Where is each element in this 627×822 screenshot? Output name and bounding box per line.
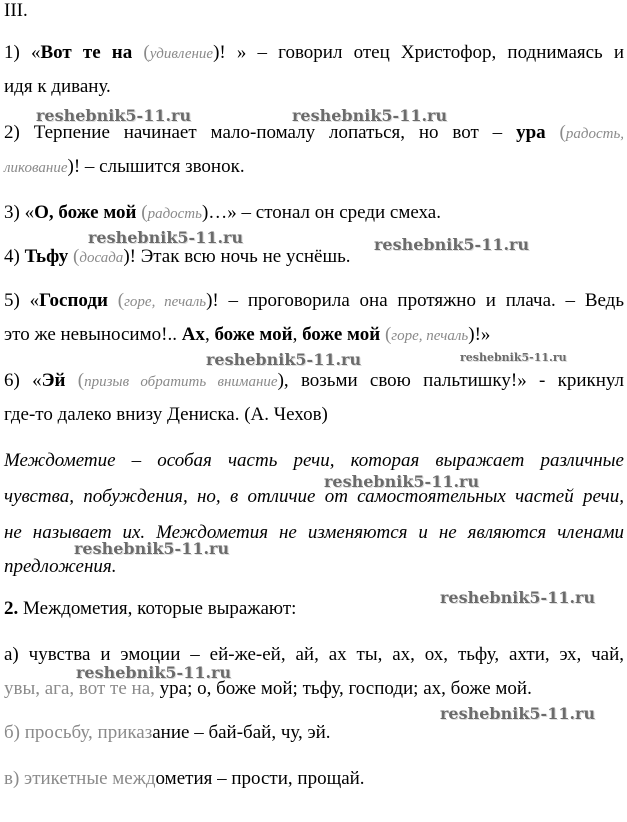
definition-line-4: предложения. bbox=[4, 556, 117, 577]
example-6-line-1 bbox=[4, 370, 624, 393]
example-1-line-1 bbox=[4, 42, 624, 65]
watermark: reshebnik5-11.ru bbox=[36, 106, 192, 125]
example-3-interjection-1: О bbox=[34, 202, 49, 223]
group-c-faded: в) этикетные межд bbox=[4, 768, 156, 789]
example-6-line-2: где-то далеко внизу Дениска. (А. Чехов) bbox=[4, 404, 328, 425]
example-2-emotion: радость, bbox=[565, 126, 625, 142]
paren-open: ( bbox=[380, 324, 392, 345]
definition-line-1: Междометие – особая часть речи, которая выражает различные bbox=[4, 450, 624, 471]
example-1-number: 1) « bbox=[4, 42, 41, 63]
example-5-rest: )! – проговорила она протяжно и плача. – Ведь bbox=[206, 290, 625, 311]
watermark: reshebnik5-11.ru bbox=[206, 350, 362, 369]
watermark: reshebnik5-11.ru bbox=[460, 351, 567, 364]
example-2-rest: )! – слышится звонок. bbox=[67, 156, 245, 177]
group-a-rest: ура; о, боже мой; тьфу, господи; ах, боже мой. bbox=[159, 678, 532, 699]
section-2-text: Междометия, которые выражают: bbox=[18, 598, 297, 619]
example-4-emotion: досада bbox=[79, 250, 124, 266]
example-4 bbox=[4, 246, 351, 269]
watermark: reshebnik5-11.ru bbox=[440, 588, 596, 607]
watermark: reshebnik5-11.ru bbox=[88, 228, 244, 247]
example-1-line-2: идя к дивану. bbox=[4, 76, 111, 97]
example-1-emotion: удивление bbox=[149, 46, 214, 62]
example-4-rest: )! Этак всю ночь не уснёшь. bbox=[123, 246, 351, 267]
example-5-interjection-4: боже мой bbox=[302, 324, 381, 345]
example-2-interjection: ура bbox=[516, 122, 546, 143]
definition-line-3: не называет их. Междометия не изменяются и не являются членами bbox=[4, 522, 624, 543]
watermark: reshebnik5-11.ru bbox=[292, 106, 448, 125]
example-5-number: 5) « bbox=[4, 290, 40, 311]
watermark: reshebnik5-11.ru bbox=[74, 539, 230, 558]
example-5-rest-2: )!» bbox=[468, 324, 491, 345]
example-6-number: 6) « bbox=[4, 370, 42, 391]
example-4-interjection: Тьфу bbox=[24, 246, 69, 267]
comma: , bbox=[48, 202, 59, 223]
paren-open: ( bbox=[107, 290, 125, 311]
watermark: reshebnik5-11.ru bbox=[76, 663, 232, 682]
group-c-rest: ометия – прости, прощай. bbox=[155, 768, 365, 789]
example-3-rest: )…» – стонал он среди смеха. bbox=[201, 202, 441, 223]
example-2-text: 2) Терпение начинает мало-помалу лопаться, но вот – bbox=[4, 122, 503, 143]
group-a-line-1: а) чувства и эмоции – ей-же-ей, ай, ах ты, ах, ох, тьфу, ахти, эх, чай, bbox=[4, 644, 624, 665]
definition-line-2: чувства, побуждения, но, в отличие от самостоятельных частей речи, bbox=[4, 486, 624, 507]
example-5-interjection: Господи bbox=[39, 290, 108, 311]
example-3-interjection-2: боже мой bbox=[58, 202, 137, 223]
watermark: reshebnik5-11.ru bbox=[374, 235, 530, 254]
paren-open: ( bbox=[136, 202, 148, 223]
section-2-number: 2. bbox=[4, 598, 19, 619]
section-2-heading bbox=[4, 598, 296, 620]
example-3 bbox=[4, 202, 441, 225]
example-5-emotion-2: горе, печаль bbox=[391, 328, 469, 344]
example-5-text: это же невыносимо!.. bbox=[4, 324, 182, 345]
example-5-line-1 bbox=[4, 290, 624, 313]
watermark: reshebnik5-11.ru bbox=[440, 704, 596, 723]
example-6-interjection: Эй bbox=[41, 370, 66, 391]
example-3-emotion: радость bbox=[147, 206, 202, 222]
group-b-rest: ание – бай-бай, чу, эй. bbox=[152, 722, 331, 743]
example-5-interjection-2: Ах bbox=[181, 324, 205, 345]
example-4-number: 4) bbox=[4, 246, 25, 267]
example-1-interjection: Вот те на bbox=[40, 42, 133, 63]
comma: , bbox=[204, 324, 215, 345]
example-5-line-2 bbox=[4, 324, 490, 347]
example-6-rest: ), возьми свою пальтишку!» - крикнул bbox=[277, 370, 625, 391]
example-5-emotion: горе, печаль bbox=[124, 294, 207, 310]
comma: , bbox=[292, 324, 303, 345]
example-2-emotion-cont: ликование bbox=[4, 160, 68, 176]
paren-open: ( bbox=[68, 246, 80, 267]
group-b bbox=[4, 722, 331, 744]
example-5-interjection-3: боже мой bbox=[214, 324, 293, 345]
paren-open: ( bbox=[132, 42, 150, 63]
example-3-number: 3) « bbox=[4, 202, 35, 223]
group-b-faded: б) просьбу, приказ bbox=[4, 722, 153, 743]
example-1-text: )! » – говорил отец Христофор, поднимаясь и bbox=[213, 42, 625, 63]
example-6-emotion: призыв обратить внимание bbox=[84, 374, 278, 390]
paren-open: ( bbox=[65, 370, 85, 391]
example-2-line-1 bbox=[4, 122, 624, 145]
section-number: III. bbox=[4, 0, 28, 21]
example-2-line-2 bbox=[4, 156, 245, 179]
group-a-faded: увы, ага, вот те на, bbox=[4, 678, 160, 699]
group-c bbox=[4, 768, 365, 790]
watermark: reshebnik5-11.ru bbox=[324, 472, 480, 491]
paren-open: ( bbox=[559, 122, 566, 143]
